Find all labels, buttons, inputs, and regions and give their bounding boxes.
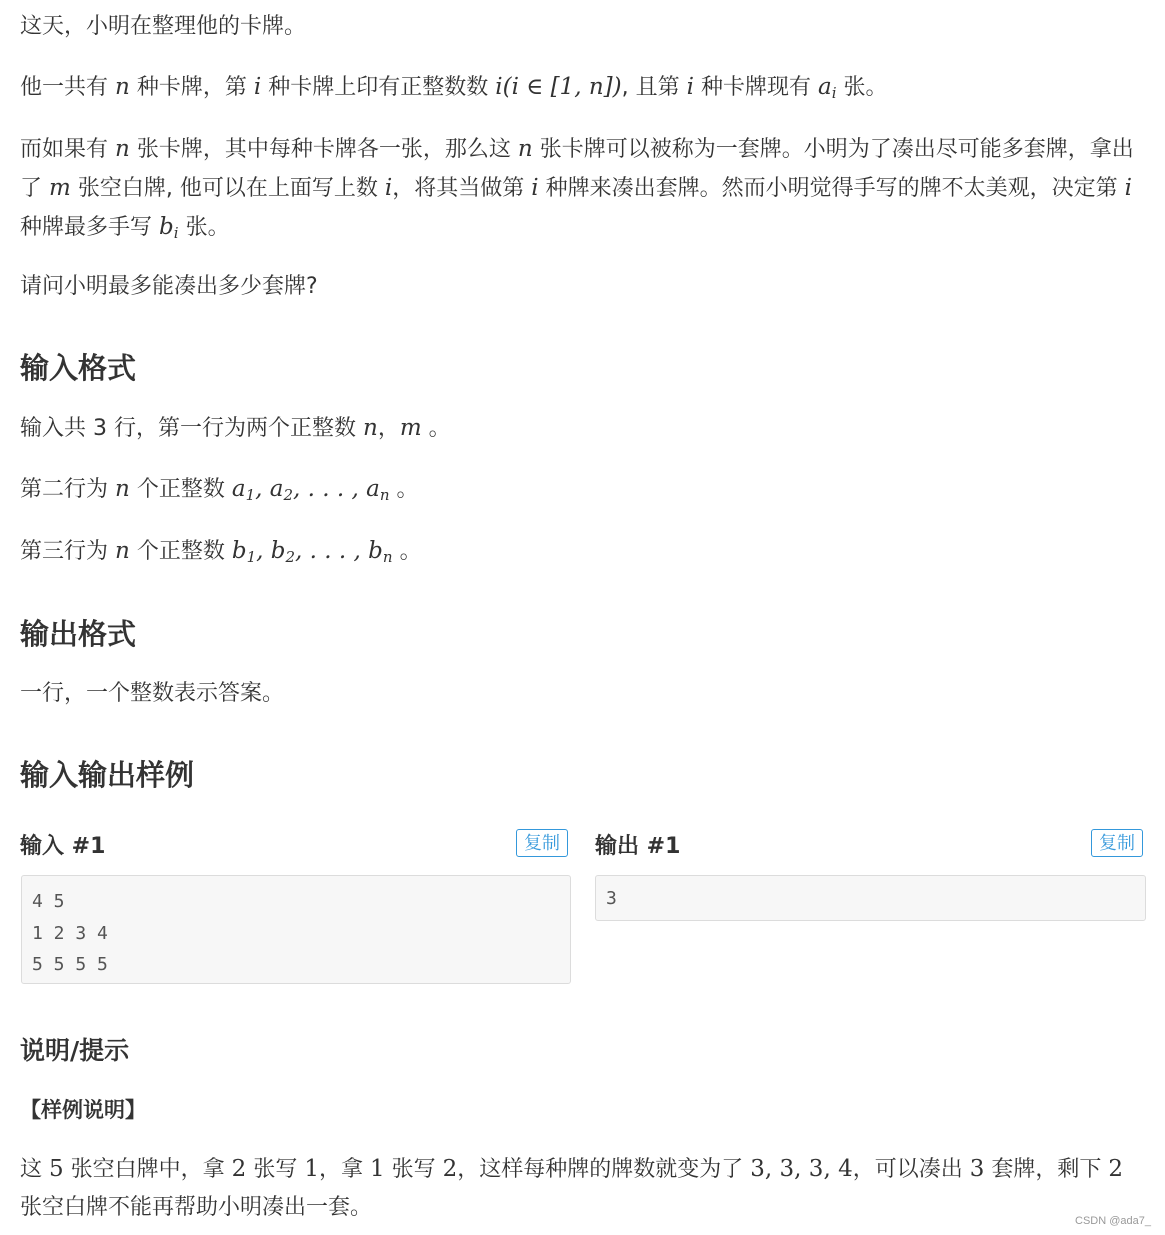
math-i: i	[686, 74, 694, 100]
sample-input-block[interactable]: 4 5 1 2 3 4 5 5 5 5	[21, 875, 571, 984]
math-n: n	[517, 136, 533, 162]
math-number: 5	[49, 1156, 64, 1182]
math-m: m	[49, 175, 71, 201]
math-i: i	[384, 175, 393, 201]
text: 张空白牌, 他可以在上面写上数	[77, 176, 378, 201]
math-number: 3	[969, 1156, 985, 1182]
input-format-heading: 输入格式	[20, 351, 137, 385]
text: 。	[428, 416, 451, 441]
sample-input-label: 输入 #1	[20, 834, 106, 859]
math-number: 2	[1108, 1156, 1124, 1182]
text: 第二行为	[20, 477, 109, 502]
math-a-i: $a_i$	[817, 74, 837, 102]
output-format-heading: 输出格式	[20, 617, 137, 651]
text: 种卡牌现有	[700, 75, 811, 100]
desc-paragraph-2	[20, 68, 1145, 107]
text: 张卡牌可以被称为一套牌。小明为了凑出尽可能多套牌，拿出了	[20, 137, 1134, 201]
text: 个正整数	[136, 477, 225, 502]
math-b-i: $b_i$	[159, 214, 179, 242]
math-i-range: i(i ∈ [1, n])	[495, 74, 622, 100]
math-n: n	[115, 74, 130, 100]
text: 套牌，剩下	[991, 1157, 1102, 1182]
hint-heading: 说明/提示	[20, 1036, 130, 1065]
hint-subtitle: 【样例说明】	[20, 1098, 146, 1122]
text: 输入共 3 行，第一行为两个正整数	[20, 416, 356, 441]
text: 种牌最多手写	[20, 215, 153, 240]
copy-input-button[interactable]: 复制	[516, 829, 568, 857]
watermark: CSDN @ada7_	[1075, 1215, 1151, 1227]
text: 张空白牌中，拿	[70, 1157, 225, 1182]
text: 他一共有	[20, 75, 109, 100]
text: 张卡牌，其中每种卡牌各一张，那么这	[136, 137, 511, 162]
math-a-seq: $a_1$, $a_2$, . . . , $a_n$	[231, 476, 390, 504]
text: 张。	[185, 215, 230, 240]
math-number: 2	[231, 1156, 247, 1182]
input-format-line-1	[20, 409, 1145, 448]
text: 第三行为	[20, 539, 109, 564]
math-number: 2	[442, 1156, 458, 1182]
math-n: n	[115, 136, 130, 162]
text: ，可以凑出	[852, 1157, 963, 1182]
text: ，拿	[318, 1157, 363, 1182]
input-format-line-2	[20, 470, 1145, 509]
text: 。	[399, 539, 422, 564]
math-number: 1	[304, 1156, 319, 1182]
text: 张写	[253, 1157, 298, 1182]
text: 张写	[391, 1157, 436, 1182]
desc-paragraph-3	[20, 130, 1145, 247]
text: ，将其当做第	[392, 176, 525, 201]
text: 这	[20, 1157, 43, 1182]
math-n: n	[115, 538, 130, 564]
copy-output-button[interactable]: 复制	[1091, 829, 1143, 857]
text: ，这样每种牌的牌数就变为了	[457, 1157, 744, 1182]
text: 个正整数	[136, 539, 225, 564]
math-b-seq: $b_1$, $b_2$, . . . , $b_n$	[231, 538, 393, 566]
desc-paragraph-1: 这天，小明在整理他的卡牌。	[20, 14, 307, 39]
text: 张。	[843, 75, 888, 100]
sample-output-label: 输出 #1	[595, 834, 681, 859]
desc-paragraph-4: 请问小明最多能凑出多少套牌?	[20, 274, 318, 299]
math-n: n	[115, 476, 130, 502]
text: 。	[396, 477, 419, 502]
text: 种牌来凑出套牌。然而小明觉得手写的牌不太美观，决定第	[545, 176, 1118, 201]
text: ，	[377, 416, 400, 441]
math-i: i	[253, 74, 262, 100]
samples-heading: 输入输出样例	[20, 758, 195, 792]
math-number: 1	[369, 1156, 385, 1182]
input-format-line-3	[20, 532, 1145, 571]
text: 种卡牌上印有正整数数	[268, 75, 489, 100]
text: 而如果有	[20, 137, 109, 162]
text: 种卡牌，第	[136, 75, 247, 100]
text: , 且第	[621, 75, 680, 100]
math-i: i	[531, 175, 539, 201]
math-number-list: 3, 3, 3, 4	[750, 1156, 853, 1182]
hint-text	[20, 1150, 1145, 1227]
text: 张空白牌不能再帮助小明凑出一套。	[20, 1195, 373, 1220]
output-format-text: 一行，一个整数表示答案。	[20, 681, 285, 706]
math-m: m	[399, 415, 422, 441]
math-i: i	[1124, 175, 1132, 201]
sample-output-block[interactable]: 3	[595, 875, 1146, 921]
math-n: n	[363, 415, 378, 441]
